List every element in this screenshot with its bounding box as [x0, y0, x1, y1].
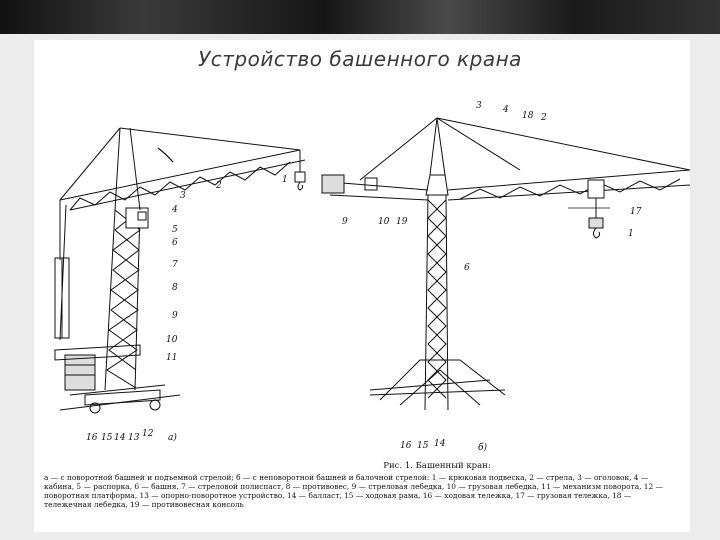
caption-legend: а — с поворотной башней и подъемной стрелой; б — с неповоротной башней и балочной стрелой: 1 — крюковая подвеска, 2 — стрела, 3 — оголовок, 4 — кабина, 5 — распорка, 6 — башня, 7 — стреловой полиспаст, 8 — противовес, 9 — стреловая лебедка, 10 — грузовая лебедка, 11 — механизм поворота, 12 — поворотная платформа, 13 — опорно-поворотное устройство, 14 — балласт, 15 — ходовая рама, 16 — ходовая тележка, 17 — грузовая тележка, 18 — тележечная лебедка, 19 — противовесная консоль — [44, 473, 663, 509]
callout-left-1: 1 — [282, 175, 288, 185]
callout-left-9: 9 — [172, 311, 178, 321]
callout-right-18: 18 — [522, 111, 534, 121]
callout-right-15: 15 — [417, 441, 429, 451]
callout-right-4: 4 — [503, 105, 509, 115]
callout-left-2: 2 — [216, 181, 222, 191]
callout-right-6: 6 — [464, 263, 470, 273]
callout-left-8: 8 — [172, 283, 178, 293]
panel-label-b: б) — [478, 443, 488, 453]
crane-b-drawing — [322, 118, 690, 410]
callout-right-3: 3 — [476, 101, 482, 111]
crane-a-drawing — [55, 128, 305, 413]
callout-right-16: 16 — [400, 441, 412, 451]
callout-right-9: 9 — [342, 217, 348, 227]
callout-right-1: 1 — [628, 229, 634, 239]
slide-title: Устройство башенного крана — [198, 47, 522, 71]
callout-right-10: 10 — [378, 217, 390, 227]
callout-left-10: 10 — [166, 335, 178, 345]
figure-caption — [44, 462, 680, 509]
callout-right-19: 19 — [396, 217, 408, 227]
callout-left-14: 14 — [114, 433, 126, 443]
callout-left-6: 6 — [172, 238, 178, 248]
callout-left-13: 13 — [128, 433, 140, 443]
callout-left-15: 15 — [101, 433, 113, 443]
callout-left-5: 5 — [172, 225, 178, 235]
callout-right-14: 14 — [434, 439, 446, 449]
callout-left-11: 11 — [166, 353, 178, 363]
callout-left-3: 3 — [180, 191, 186, 201]
panel-label-a: а) — [168, 433, 177, 443]
callout-right-2: 2 — [541, 113, 547, 123]
callout-left-16: 16 — [86, 433, 98, 443]
callout-right-17: 17 — [630, 207, 642, 217]
caption-title: Рис. 1. Башенный кран: — [383, 461, 491, 471]
callout-left-7: 7 — [172, 260, 178, 270]
crane-b-callouts — [342, 101, 642, 453]
callout-left-4: 4 — [172, 205, 178, 215]
callout-left-12: 12 — [142, 429, 154, 439]
